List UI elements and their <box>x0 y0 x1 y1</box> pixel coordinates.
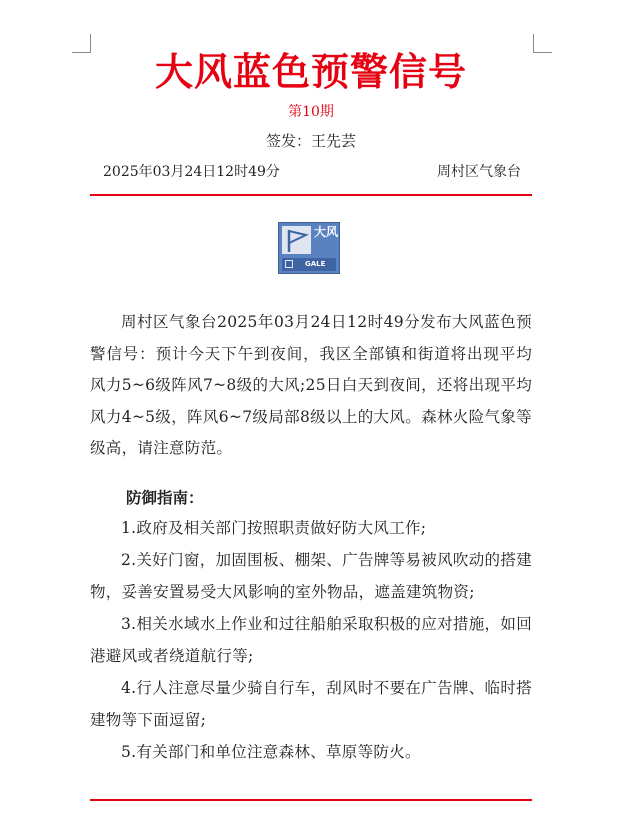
guidance-item: 2.关好门窗，加固围板、棚架、广告牌等易被风吹动的搭建物，妥善安置易受大风影响的室外物品，遮盖建筑物资; <box>90 551 532 601</box>
header-divider <box>90 194 532 196</box>
issue-number: 第10期 <box>288 104 334 120</box>
issue-datetime: 2025年03月24日12时49分 <box>103 164 280 180</box>
guidance-item: 3.相关水域水上作业和过往船舶采取积极的应对措施，如回港避风或者绕道航行等; <box>90 615 532 665</box>
guidance-item: 1.政府及相关部门按照职责做好防大风工作; <box>121 519 427 537</box>
guidance-list <box>90 512 532 768</box>
guidance-item: 5.有关部门和单位注意森林、草原等防火。 <box>121 743 421 761</box>
gale-blue-warning-icon <box>278 222 340 274</box>
footer-divider <box>90 799 532 801</box>
signal-main-text: 大风 <box>314 225 339 239</box>
warning-paragraph: 周村区气象台2025年03月24日12时49分发布大风蓝色预警信号：预计今天下午到夜间，我区全部镇和街道将出现平均风力5~6级阵风7~8级的大风;25日白天到夜间，还将出现平均风力4~5级，阵风6~7级局部8级以上的大风。森林火险气象等级高，请注意防范。 <box>90 313 532 457</box>
guidance-item: 4.行人注意尽量少骑自行车，刮风时不要在广告牌、临时搭建物等下面逗留; <box>90 679 532 729</box>
signal-english-label: GALE <box>305 260 326 268</box>
signer-line: 签发：王先芸 <box>265 132 356 150</box>
warning-body <box>90 307 532 465</box>
guidance-heading: 防御指南： <box>126 488 204 507</box>
wind-flag-icon <box>282 226 311 254</box>
document-title: 大风蓝色预警信号 <box>154 49 467 94</box>
issuing-organization: 周村区气象台 <box>437 164 521 180</box>
signal-mini-emblem-icon <box>285 260 293 268</box>
